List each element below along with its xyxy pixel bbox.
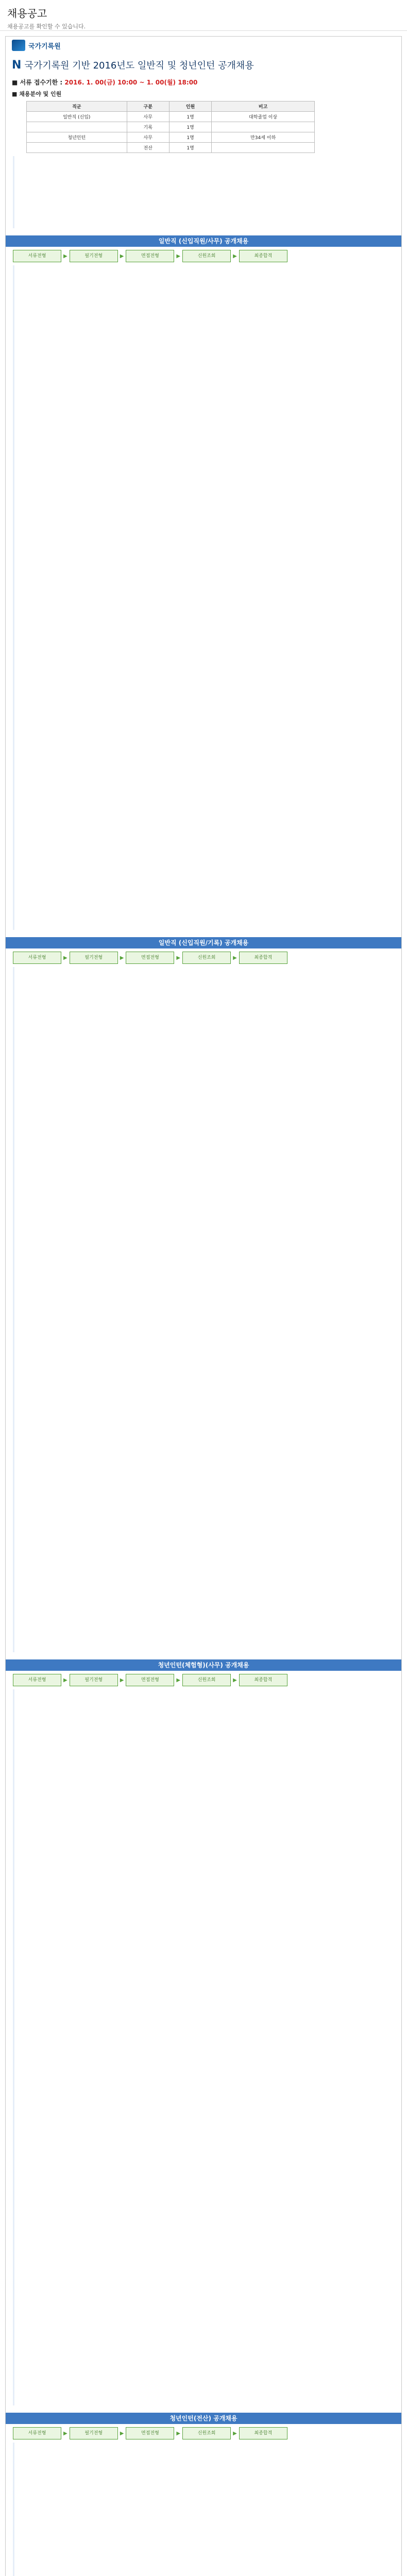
arrow-right-icon: ▶ [176, 1677, 181, 1683]
process-step: 신원조회 [182, 952, 231, 964]
process-step: 신원조회 [182, 250, 231, 262]
table-row [27, 112, 315, 122]
table-header-cell: 인원 [169, 101, 211, 112]
table-cell: 1명 [169, 132, 211, 143]
table-cell: 사무 [127, 112, 169, 122]
table-header-cell: 구분 [127, 101, 169, 112]
process-step: 신원조회 [182, 2427, 231, 2439]
arrow-right-icon: ▶ [63, 955, 67, 961]
headline-row [6, 54, 401, 76]
table-cell [27, 143, 127, 153]
arrow-right-icon: ▶ [233, 1677, 237, 1683]
process-step: 서류전형 [13, 2427, 61, 2439]
table-cell: 일반직 (신입) [27, 112, 127, 122]
page-subtitle: 채용공고를 확인할 수 있습니다. [7, 23, 86, 30]
section-band: 일반직 (신입직원/사무) 공개채용 [6, 235, 401, 247]
table-cell: 1명 [169, 143, 211, 153]
process-steps [13, 250, 401, 262]
process-step: 면접전형 [126, 1674, 174, 1686]
section-band: 청년인턴(전산) 공개채용 [6, 2413, 401, 2424]
process-steps [13, 1674, 401, 1686]
process-steps [13, 2427, 401, 2439]
table-header-cell: 비고 [212, 101, 315, 112]
headline-prefix: N [12, 58, 22, 72]
process-step: 필기전형 [70, 250, 118, 262]
table-cell: 만34세 이하 [212, 132, 315, 143]
table-row [27, 132, 315, 143]
process-step: 최종합격 [239, 952, 287, 964]
arrow-right-icon: ▶ [233, 253, 237, 259]
page-header [0, 0, 407, 31]
section-content [13, 265, 394, 930]
process-step: 최종합격 [239, 250, 287, 262]
arrow-right-icon: ▶ [120, 1677, 124, 1683]
arrow-right-icon: ▶ [120, 2430, 124, 2436]
org-logo-icon [12, 40, 25, 51]
overview-notes [13, 156, 394, 228]
table-header-cell: 직군 [27, 101, 127, 112]
process-step: 면접전형 [126, 2427, 174, 2439]
arrow-right-icon: ▶ [120, 253, 124, 259]
table-cell [212, 143, 315, 153]
table-row [27, 143, 315, 153]
table-cell: 1명 [169, 122, 211, 132]
arrow-right-icon: ▶ [233, 955, 237, 961]
section-content [13, 2443, 394, 2576]
arrow-right-icon: ▶ [63, 253, 67, 259]
arrow-right-icon: ▶ [63, 2430, 67, 2436]
process-step: 서류전형 [13, 250, 61, 262]
process-steps [13, 952, 401, 964]
process-step: 필기전형 [70, 952, 118, 964]
table-cell: 전산 [127, 143, 169, 153]
arrow-right-icon: ▶ [176, 253, 181, 259]
table-cell: 대학졸업 이상 [212, 112, 315, 122]
arrow-right-icon: ▶ [233, 2430, 237, 2436]
headline: 국가기록원 기반 2016년도 일반직 및 청년인턴 공개채용 [24, 60, 254, 71]
process-step: 신원조회 [182, 1674, 231, 1686]
arrow-right-icon: ▶ [120, 955, 124, 961]
arrow-right-icon: ▶ [63, 1677, 67, 1683]
section-content [13, 967, 394, 1652]
table-cell: 1명 [169, 112, 211, 122]
process-step: 최종합격 [239, 1674, 287, 1686]
arrow-right-icon: ▶ [176, 955, 181, 961]
process-step: 서류전형 [13, 952, 61, 964]
section-band: 청년인턴(체험형)(사무) 공개채용 [6, 1659, 401, 1671]
process-step: 서류전형 [13, 1674, 61, 1686]
section-content [13, 1689, 394, 2405]
org-name: 국가기록원 [28, 42, 61, 50]
process-step: 필기전형 [70, 1674, 118, 1686]
overview-table [26, 101, 315, 153]
deadline: ■ 서류 접수기한 : 2016. 1. 00(금) 10:00 ~ 1. 00(월) 18:00 [12, 79, 198, 86]
table-cell [212, 122, 315, 132]
page-title: 채용공고 [7, 7, 47, 20]
table-cell: 청년인턴 [27, 132, 127, 143]
section-band: 일반직 (신입직원/기록) 공개채용 [6, 937, 401, 948]
process-step: 최종합격 [239, 2427, 287, 2439]
table-cell: 사무 [127, 132, 169, 143]
table-row [27, 122, 315, 132]
process-step: 필기전형 [70, 2427, 118, 2439]
recruitment-poster [5, 36, 402, 2576]
table-cell [27, 122, 127, 132]
process-step: 면접전형 [126, 250, 174, 262]
logo-row [6, 37, 401, 54]
arrow-right-icon: ▶ [176, 2430, 181, 2436]
process-step: 면접전형 [126, 952, 174, 964]
overview-label: ■ 채용분야 및 인원 [12, 91, 62, 97]
table-cell: 기록 [127, 122, 169, 132]
